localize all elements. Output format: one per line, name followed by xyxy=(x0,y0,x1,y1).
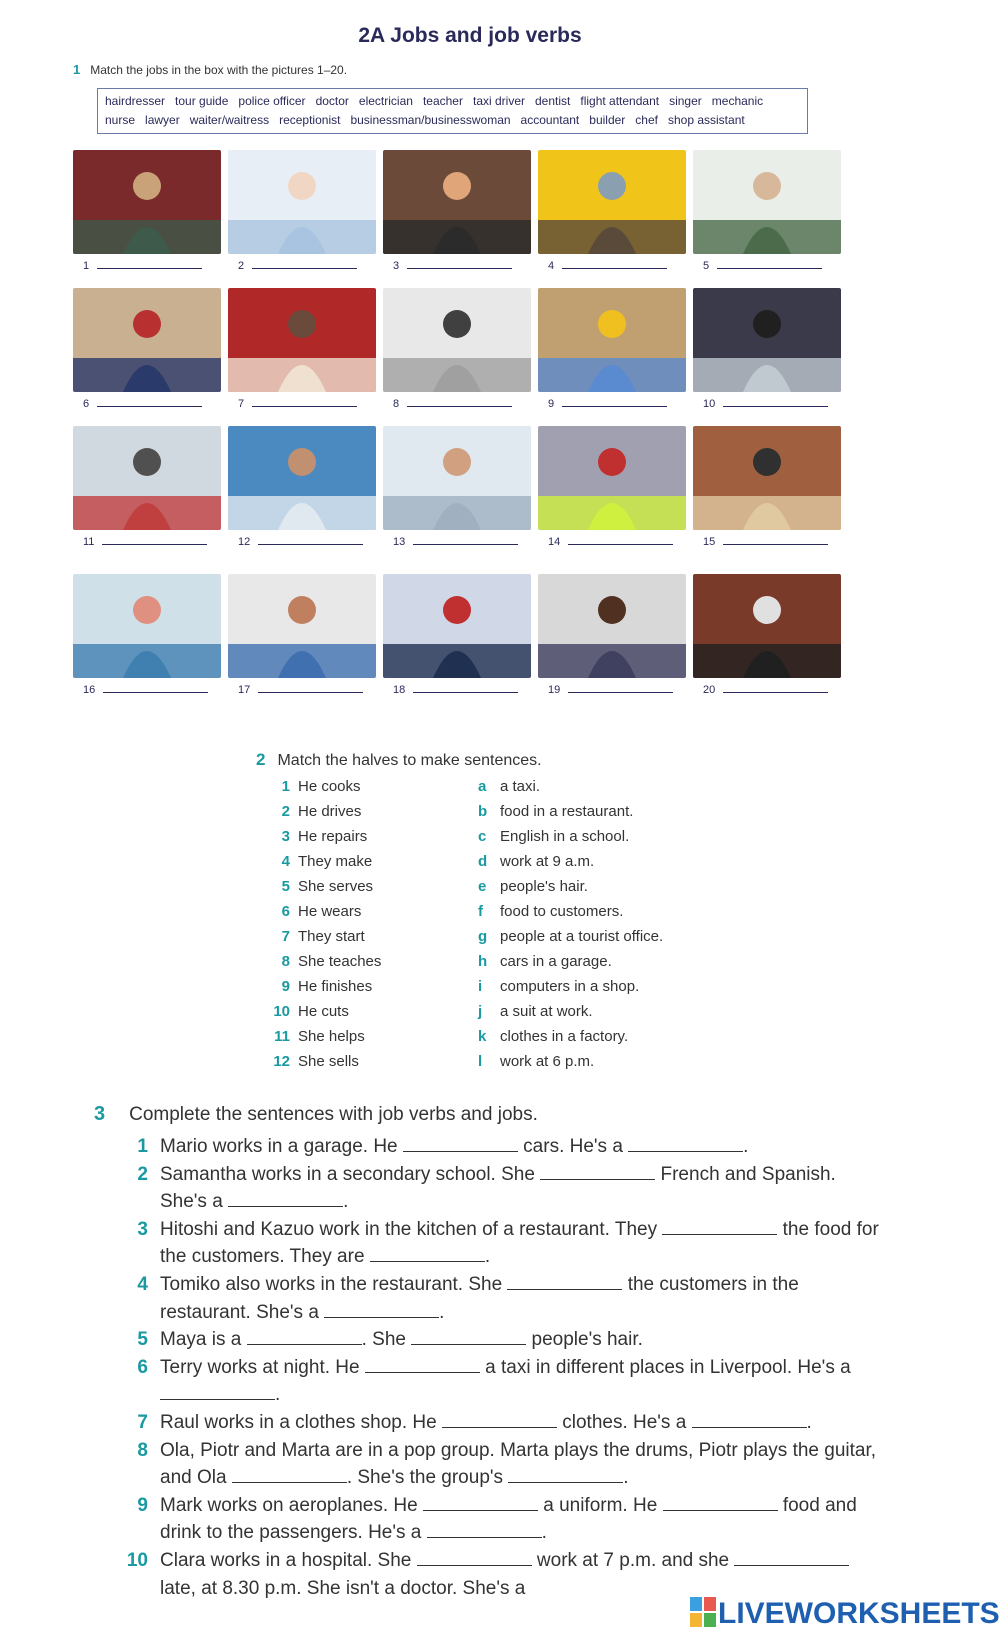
sentence-text: Hitoshi and Kazuo work in the kitchen of a restaurant. They xyxy=(160,1218,663,1240)
match-text: They make xyxy=(298,853,373,870)
match-number: 2 xyxy=(281,803,290,820)
answer-blank[interactable] xyxy=(102,535,207,545)
match-number: 5 xyxy=(281,878,290,895)
answer-blank[interactable] xyxy=(103,683,208,693)
picture-label xyxy=(548,259,667,272)
picture-singer xyxy=(383,150,531,254)
word-box-line2 xyxy=(105,111,800,130)
answer-blank[interactable] xyxy=(247,1328,362,1345)
match-right-item xyxy=(478,828,663,853)
picture-label xyxy=(548,683,673,696)
picture-number: 20 xyxy=(703,684,716,696)
match-text: people's hair. xyxy=(500,878,588,895)
sentence-text: Mark works on aeroplanes. He xyxy=(160,1494,423,1516)
picture-mechanic xyxy=(73,150,221,254)
match-letter: e xyxy=(478,878,487,895)
picture-label xyxy=(83,397,202,410)
picture-shop-assistant xyxy=(73,574,221,678)
match-text: They start xyxy=(298,928,365,945)
match-left-item xyxy=(262,1053,381,1078)
word-box-item: shop assistant xyxy=(667,113,745,127)
match-text: She sells xyxy=(298,1053,359,1070)
sentence-text: food and drink to the passengers. He's a xyxy=(160,1494,857,1544)
picture-number: 5 xyxy=(703,260,710,272)
picture-number: 8 xyxy=(393,398,400,410)
match-text: He repairs xyxy=(298,828,368,845)
picture-label xyxy=(393,259,512,272)
word-box-item: dentist xyxy=(535,94,571,108)
match-left-item xyxy=(262,878,381,903)
answer-blank[interactable] xyxy=(97,259,202,269)
sentence-8 xyxy=(120,1437,880,1492)
word-box-item: mechanic xyxy=(711,94,764,108)
match-number: 1 xyxy=(281,778,290,795)
match-letter: j xyxy=(478,1003,483,1020)
sentence-text: the food for the customers. They are xyxy=(160,1218,879,1268)
answer-blank[interactable] xyxy=(232,1466,347,1483)
match-text: He cooks xyxy=(298,778,361,795)
picture-number: 1 xyxy=(83,260,90,272)
sentence-7 xyxy=(120,1409,880,1437)
match-text: English in a school. xyxy=(500,828,630,845)
match-text: a suit at work. xyxy=(500,1003,593,1020)
word-box-item: taxi driver xyxy=(472,94,525,108)
sentence-text: the customers in the restaurant. She's a xyxy=(160,1273,799,1323)
sentence-number: 5 xyxy=(137,1329,148,1351)
picture-label xyxy=(393,535,518,548)
word-box-item: flight attendant xyxy=(580,94,660,108)
sentence-5 xyxy=(120,1326,880,1354)
answer-blank[interactable] xyxy=(723,535,828,545)
sentence-1 xyxy=(120,1133,880,1161)
word-box-item: nurse xyxy=(105,113,136,127)
sentence-text: Mario works in a garage. He xyxy=(160,1136,403,1157)
sentence-3 xyxy=(120,1216,880,1271)
picture-label xyxy=(238,683,363,696)
sentence-number: 2 xyxy=(137,1163,148,1185)
sentence-text: . xyxy=(439,1301,445,1323)
word-box-item: doctor xyxy=(315,94,349,108)
match-right-item xyxy=(478,1053,663,1078)
match-text: food in a restaurant. xyxy=(500,803,634,820)
match-text: cars in a garage. xyxy=(500,953,612,970)
sentence-text: a uniform. He xyxy=(537,1494,663,1516)
match-number: 9 xyxy=(281,978,290,995)
answer-blank[interactable] xyxy=(258,683,363,693)
answer-blank[interactable] xyxy=(417,1549,532,1566)
match-right-item xyxy=(478,1028,663,1053)
sentence-number: 9 xyxy=(137,1494,148,1516)
picture-label xyxy=(703,683,828,696)
picture-receptionist xyxy=(693,426,841,530)
sentence-text: late, at 8.30 p.m. She isn't a doctor. She's a xyxy=(160,1577,526,1599)
sentence-9 xyxy=(120,1492,880,1547)
picture-teacher xyxy=(693,150,841,254)
picture-number: 10 xyxy=(703,398,716,410)
match-letter: d xyxy=(478,853,488,870)
answer-blank[interactable] xyxy=(252,397,357,407)
answer-blank[interactable] xyxy=(413,535,518,545)
answer-blank[interactable] xyxy=(507,1273,622,1290)
answer-blank[interactable] xyxy=(407,397,512,407)
answer-blank[interactable] xyxy=(663,1494,778,1511)
match-letter: f xyxy=(478,903,483,920)
match-left-item xyxy=(262,978,381,1003)
picture-dentist xyxy=(228,426,376,530)
sentence-text: Clara works in a hospital. She xyxy=(160,1549,417,1571)
match-text: people at a tourist office. xyxy=(500,928,664,945)
sentence-text: . xyxy=(275,1384,281,1406)
match-number: 11 xyxy=(274,1028,290,1045)
word-box-item: chef xyxy=(635,113,658,127)
word-box-item: hairdresser xyxy=(105,94,166,108)
picture-number: 3 xyxy=(393,260,400,272)
sentence-number: 7 xyxy=(137,1411,148,1433)
picture-label xyxy=(83,259,202,272)
answer-blank[interactable] xyxy=(508,1466,623,1483)
section2-left-column xyxy=(262,778,381,1078)
answer-blank[interactable] xyxy=(407,259,512,269)
match-right-item xyxy=(478,1003,663,1028)
sentence-10 xyxy=(120,1547,880,1602)
section2-right-column xyxy=(478,778,663,1078)
word-box xyxy=(97,88,808,134)
match-letter: b xyxy=(478,803,488,820)
sentence-text: . She's the group's xyxy=(346,1467,509,1489)
picture-label xyxy=(703,259,822,272)
picture-number: 4 xyxy=(548,260,555,272)
answer-blank[interactable] xyxy=(252,259,357,269)
picture-nurse xyxy=(228,150,376,254)
sentence-4 xyxy=(120,1271,880,1326)
match-text: a taxi. xyxy=(500,778,541,795)
answer-blank[interactable] xyxy=(413,683,518,693)
sentence-text: people's hair. xyxy=(526,1329,643,1351)
picture-number: 13 xyxy=(393,536,406,548)
picture-number: 11 xyxy=(83,536,95,548)
picture-flight-attendant xyxy=(383,574,531,678)
match-text: She helps xyxy=(298,1028,365,1045)
match-right-item xyxy=(478,803,663,828)
match-left-item xyxy=(262,928,381,953)
match-number: 7 xyxy=(281,928,290,945)
match-text: work at 6 p.m. xyxy=(500,1053,595,1070)
picture-taxi-driver xyxy=(538,150,686,254)
match-right-item xyxy=(478,928,663,953)
sentence-text: cars. He's a xyxy=(517,1136,629,1157)
match-text: work at 9 a.m. xyxy=(500,853,595,870)
picture-doctor xyxy=(383,426,531,530)
sentence-text: Maya is a xyxy=(160,1329,247,1351)
match-text: food to customers. xyxy=(500,903,624,920)
picture-label xyxy=(238,397,357,410)
match-right-item xyxy=(478,903,663,928)
picture-electrician xyxy=(228,574,376,678)
sentence-text: . xyxy=(541,1522,547,1544)
sentence-text: Tomiko also works in the restaurant. She xyxy=(160,1273,508,1295)
picture-label xyxy=(548,535,673,548)
answer-blank[interactable] xyxy=(562,397,667,407)
match-letter: k xyxy=(478,1028,487,1045)
sentence-text: clothes. He's a xyxy=(556,1411,692,1433)
sentence-text: . xyxy=(743,1136,749,1157)
answer-blank[interactable] xyxy=(324,1301,439,1318)
word-box-item: electrician xyxy=(358,94,413,108)
picture-label xyxy=(83,535,207,548)
match-left-item xyxy=(262,828,381,853)
sentence-text: Raul works in a clothes shop. He xyxy=(160,1411,442,1433)
sentence-2 xyxy=(120,1161,880,1216)
sentence-text: . She xyxy=(361,1329,412,1351)
match-text: He drives xyxy=(298,803,362,820)
match-number: 8 xyxy=(281,953,290,970)
picture-number: 15 xyxy=(703,536,716,548)
picture-label xyxy=(238,535,363,548)
answer-blank[interactable] xyxy=(427,1521,542,1538)
section3-number: 3 xyxy=(94,1103,106,1125)
answer-blank[interactable] xyxy=(662,1218,777,1235)
word-box-item: businessman/businesswoman xyxy=(350,113,511,127)
answer-blank[interactable] xyxy=(628,1135,743,1152)
picture-business-people xyxy=(693,288,841,392)
picture-number: 19 xyxy=(548,684,561,696)
answer-blank[interactable] xyxy=(365,1356,480,1373)
picture-number: 12 xyxy=(238,536,251,548)
answer-blank[interactable] xyxy=(723,683,828,693)
answer-blank[interactable] xyxy=(97,397,202,407)
answer-blank[interactable] xyxy=(423,1494,538,1511)
match-text: He finishes xyxy=(298,978,373,995)
sentence-text: a taxi in different places in Liverpool. He's a xyxy=(479,1356,851,1378)
section2-number: 2 xyxy=(256,750,266,769)
match-letter: a xyxy=(478,778,487,795)
picture-police-officer xyxy=(538,426,686,530)
sentence-text: . xyxy=(484,1246,491,1268)
match-left-item xyxy=(262,853,381,878)
liveworksheets-logo xyxy=(690,1597,1000,1631)
sentence-text: Terry works at night. He xyxy=(160,1356,365,1378)
match-right-item xyxy=(478,978,663,1003)
picture-tour-guide xyxy=(73,288,221,392)
picture-number: 7 xyxy=(238,398,245,410)
sentence-number: 6 xyxy=(137,1356,148,1378)
word-box-item: tour guide xyxy=(175,94,229,108)
section2-instruction: Match the halves to make sentences. xyxy=(277,752,542,769)
word-box-item: teacher xyxy=(422,94,463,108)
answer-blank[interactable] xyxy=(717,259,822,269)
match-text: He wears xyxy=(298,903,362,920)
match-text: He cuts xyxy=(298,1003,349,1020)
sentence-number: 1 xyxy=(137,1136,148,1157)
match-left-item xyxy=(262,903,381,928)
match-letter: i xyxy=(478,978,483,995)
picture-label xyxy=(83,683,208,696)
liveworksheets-icon xyxy=(690,1597,716,1627)
match-number: 3 xyxy=(281,828,290,845)
match-text: clothes in a factory. xyxy=(500,1028,629,1045)
section3-instruction: Complete the sentences with job verbs and jobs. xyxy=(129,1104,538,1125)
sentence-text: work at 7 p.m. and she xyxy=(531,1549,735,1571)
picture-number: 9 xyxy=(548,398,555,410)
match-left-item xyxy=(262,1028,381,1053)
picture-label xyxy=(238,259,357,272)
match-letter: c xyxy=(478,828,487,845)
sentence-number: 3 xyxy=(137,1218,148,1240)
match-letter: l xyxy=(478,1053,483,1070)
answer-blank[interactable] xyxy=(258,535,363,545)
match-left-item xyxy=(262,953,381,978)
sentence-text: . xyxy=(343,1191,349,1213)
match-number: 12 xyxy=(273,1053,290,1070)
picture-waiters xyxy=(228,288,376,392)
section1-number: 1 xyxy=(73,62,81,77)
word-box-item: police officer xyxy=(238,94,306,108)
picture-chef xyxy=(73,426,221,530)
section1-heading xyxy=(73,62,347,77)
answer-blank[interactable] xyxy=(568,535,673,545)
picture-label xyxy=(703,397,828,410)
sentence-number: 4 xyxy=(137,1273,148,1295)
picture-lawyer xyxy=(693,574,841,678)
word-box-item: accountant xyxy=(520,113,580,127)
match-right-item xyxy=(478,778,663,803)
match-text: computers in a shop. xyxy=(500,978,640,995)
word-box-item: builder xyxy=(589,113,626,127)
sentence-text: . xyxy=(623,1467,629,1489)
picture-number: 14 xyxy=(548,536,561,548)
match-letter: g xyxy=(478,928,488,945)
match-letter: h xyxy=(478,953,488,970)
picture-accountant xyxy=(383,288,531,392)
answer-blank[interactable] xyxy=(692,1411,807,1428)
picture-number: 18 xyxy=(393,684,406,696)
sentence-number: 8 xyxy=(137,1439,148,1461)
answer-blank[interactable] xyxy=(370,1245,485,1262)
word-box-item: singer xyxy=(669,94,702,108)
picture-label xyxy=(393,683,518,696)
answer-blank[interactable] xyxy=(568,683,673,693)
picture-hairdresser xyxy=(538,574,686,678)
section1-instruction: Match the jobs in the box with the pictures 1–20. xyxy=(90,63,348,77)
sentence-text: . xyxy=(806,1411,812,1433)
section3-sentences xyxy=(120,1133,880,1602)
picture-number: 17 xyxy=(238,684,251,696)
page-title: 2A Jobs and job verbs xyxy=(358,24,582,47)
sentence-6 xyxy=(120,1354,880,1409)
answer-blank[interactable] xyxy=(562,259,667,269)
answer-blank[interactable] xyxy=(540,1163,655,1180)
match-right-item xyxy=(478,878,663,903)
answer-blank[interactable] xyxy=(442,1411,557,1428)
word-box-item: receptionist xyxy=(279,113,341,127)
answer-blank[interactable] xyxy=(734,1549,849,1566)
section2-heading xyxy=(256,750,542,770)
answer-blank[interactable] xyxy=(403,1135,518,1152)
picture-label xyxy=(393,397,512,410)
word-box-line1 xyxy=(105,92,800,111)
match-number: 4 xyxy=(281,853,290,870)
sentence-text: Ola, Piotr and Marta are in a pop group. Marta plays the drums, Piotr plays the guitar, and Ola xyxy=(160,1439,877,1489)
sentence-text: Samantha works in a secondary school. She xyxy=(160,1163,541,1185)
match-left-item xyxy=(262,1003,381,1028)
match-number: 6 xyxy=(281,903,290,920)
liveworksheets-text: LIVEWORKSHEETS xyxy=(718,1597,1000,1630)
match-text: She serves xyxy=(298,878,374,895)
section3-heading xyxy=(94,1103,538,1126)
picture-number: 2 xyxy=(238,260,245,272)
answer-blank[interactable] xyxy=(723,397,828,407)
match-number: 10 xyxy=(273,1003,290,1020)
match-text: She teaches xyxy=(298,953,382,970)
word-box-item: lawyer xyxy=(145,113,180,127)
picture-builder xyxy=(538,288,686,392)
match-right-item xyxy=(478,853,663,878)
sentence-text: French and Spanish. She's a xyxy=(160,1163,836,1213)
answer-blank[interactable] xyxy=(160,1383,275,1400)
match-left-item xyxy=(262,803,381,828)
match-left-item xyxy=(262,778,381,803)
picture-number: 16 xyxy=(83,684,96,696)
answer-blank[interactable] xyxy=(228,1190,343,1207)
picture-label xyxy=(703,535,828,548)
match-right-item xyxy=(478,953,663,978)
picture-label xyxy=(548,397,667,410)
picture-number: 6 xyxy=(83,398,90,410)
answer-blank[interactable] xyxy=(411,1328,526,1345)
sentence-number: 10 xyxy=(126,1549,148,1571)
word-box-item: waiter/waitress xyxy=(189,113,270,127)
